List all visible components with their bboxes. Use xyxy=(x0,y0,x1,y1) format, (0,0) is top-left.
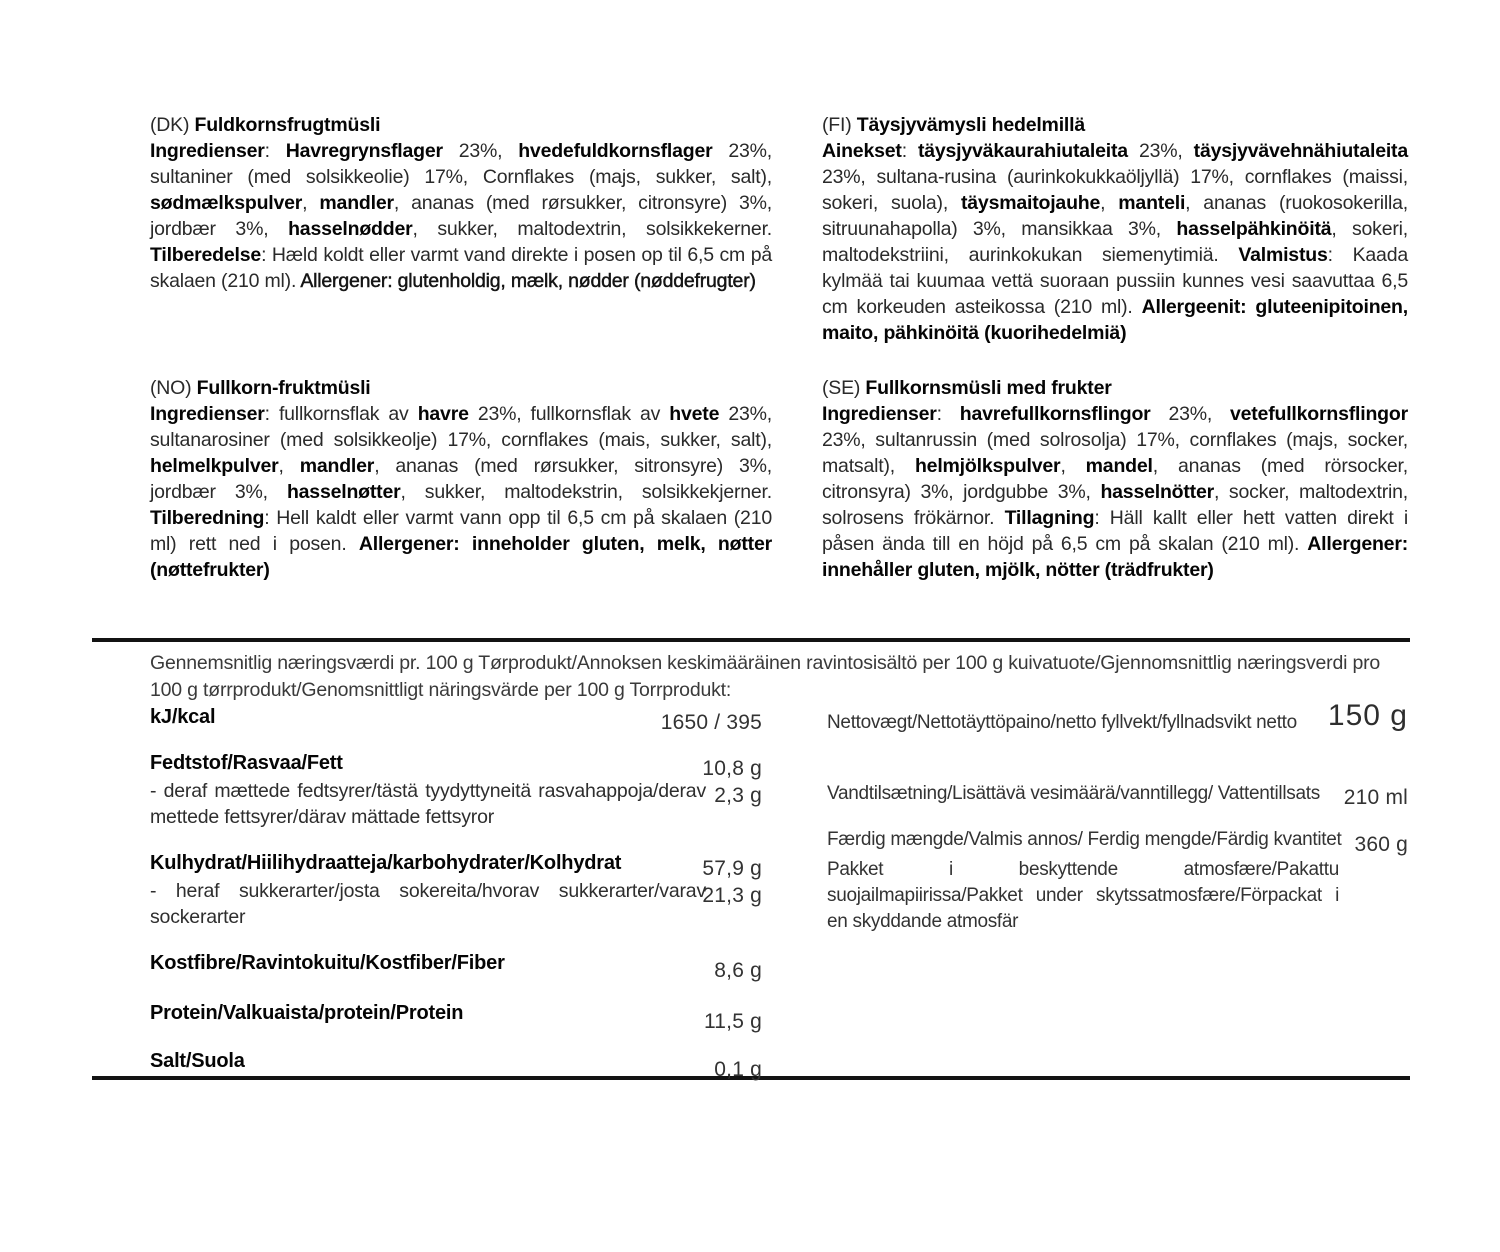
section-fi-ingredients-text: Ainekset: täysjyväkaurahiutaleita 23%, täysjyvävehnähiutaleita 23%, sultana-rusina (aurinkokukkaöljyllä) 17%, cornflakes (maissi, sokeri, suola), täysmaitojauhe, manteli, ananas (ruokosokerilla, sitruunahapolla) 3%, mansikkaa 3%, hasselpähkinöitä, sokeri, maltodekstriini, aurinkokukan siemenytimiä. Valmistus: Kaada kylmää tai kuumaa vettä suoraan pussiin kunnes vesi saavuttaa 6,5 cm korkeuden asteikossa (210 ml). Allergeenit: gluteenipitoinen, maito, pähkinöitä (kuorihedelmiä) xyxy=(822,140,1408,344)
section-dk-title: Fuldkornsfrugtmüsli xyxy=(194,114,381,136)
water-addition-label: Vandtilsætning/Lisättävä vesimäärä/vanntillegg/ Vattentillsats xyxy=(827,783,1320,804)
nutrition-label-carbohydrate: Kulhydrat/Hiilihydraatteja/karbohydrater/Kolhydrat xyxy=(150,852,622,874)
table-top-rule xyxy=(92,638,1410,642)
section-fi-title: Täysjyvämysli hedelmillä xyxy=(856,114,1085,136)
net-weight-label: Nettovægt/Nettotäyttöpaino/netto fyllvekt/fyllnadsvikt netto xyxy=(827,712,1297,733)
section-se-title: Fullkornsmüsli med frukter xyxy=(865,377,1112,399)
section-se xyxy=(822,375,1408,583)
section-fi xyxy=(822,112,1408,346)
nutrition-value-fibre: 8,6 g xyxy=(714,959,762,982)
nutrition-value-energy: 1650 / 395 xyxy=(660,711,762,734)
net-weight-value: 150 g xyxy=(1327,699,1408,732)
nutrition-sublabel-saturates: - deraf mættede fedtsyrer/tästä tyydyttyneitä rasvahappoja/derav mettede fettsyrer/därav mättade fettsyror xyxy=(150,780,706,828)
section-dk-ingredients-text: Ingredienser: Havregrynsflager 23%, hvedefuldkornsflager 23%, sultaniner (med solsikkeolie) 17%, Cornflakes (majs, sukker, salt), sødmælkspulver, mandler, ananas (med rørsukker, citronsyre) 3%, jordbær 3%, hasselnødder, sukker, maltodextrin, solsikkekerner. Tilberedelse: Hæld koldt eller varmt vand direkte i posen op til 6,5 cm på skalaen (210 ml). Allergener: glutenholdig, mælk, nødder (nøddefrugter) xyxy=(150,140,773,292)
section-no-language-code: (NO) xyxy=(150,377,192,399)
section-no xyxy=(150,375,772,583)
finished-quantity-value: 360 g xyxy=(1354,833,1408,856)
section-se-language-code: (SE) xyxy=(822,377,861,399)
nutrition-label-fibre: Kostfibre/Ravintokuitu/Kostfiber/Fiber xyxy=(150,952,505,974)
section-dk-language-code: (DK) xyxy=(150,114,190,136)
nutrition-label-energy: kJ/kcal xyxy=(150,706,216,728)
finished-quantity-label: Færdig mængde/Valmis annos/ Ferdig mengde/Färdig kvantitet xyxy=(827,829,1342,850)
nutrition-value-sugars: 21,3 g xyxy=(702,884,762,907)
section-dk-heading xyxy=(150,112,772,138)
section-fi-language-code: (FI) xyxy=(822,114,852,136)
nutrition-label-salt: Salt/Suola xyxy=(150,1050,245,1072)
section-se-heading xyxy=(822,375,1408,401)
nutrition-value-salt: 0,1 g xyxy=(714,1058,762,1081)
section-no-heading xyxy=(150,375,772,401)
nutrition-value-saturates: 2,3 g xyxy=(714,784,762,807)
nutrition-value-carbohydrate: 57,9 g xyxy=(702,857,762,880)
nutrition-label-fat: Fedtstof/Rasvaa/Fett xyxy=(150,752,343,774)
nutrition-label-protein: Protein/Valkuaista/protein/Protein xyxy=(150,1002,464,1024)
section-no-ingredients-text: Ingredienser: fullkornsflak av havre 23%, fullkornsflak av hvete 23%, sultanarosiner (med solsikkeolje) 17%, cornflakes (mais, sukker, salt), helmelkpulver, mandler, ananas (med rørsukker, sitronsyre) 3%, jordbær 3%, hasselnøtter, sukker, maltodekstrin, solsikkekjerner. Tilberedning: Hell kaldt eller varmt vann opp til 6,5 cm på skalaen (210 ml) rett ned i posen. Allergener: inneholder gluten, melk, nøtter (nøttefrukter) xyxy=(150,403,773,581)
nutrition-table-header: Gennemsnitlig næringsværdi pr. 100 g Tørprodukt/Annoksen keskimääräinen ravintosisältö per 100 g kuivatuote/Gjennomsnittlig næringsverdi pro 100 g tørrprodukt/Genomsnittligt näringsvärde per 100 g Torrprodukt: xyxy=(150,652,1381,701)
water-addition-value: 210 ml xyxy=(1343,786,1408,809)
nutrition-sublabel-sugars: - heraf sukkerarter/josta sokereita/hvorav sukkerarter/varav sockerarter xyxy=(150,880,706,928)
section-dk xyxy=(150,112,772,294)
nutrition-value-protein: 11,5 g xyxy=(703,1010,762,1033)
section-no-title: Fullkorn-fruktmüsli xyxy=(196,377,371,399)
section-se-ingredients-text: Ingredienser: havrefullkornsflingor 23%, vetefullkornsflingor 23%, sultanrussin (med solrosolja) 17%, cornflakes (majs, socker, matsalt), helmjölkspulver, mandel, ananas (med rörsocker, citronsyra) 3%, jordgubbe 3%, hasselnötter, socker, maltodextrin, solrosens frökärnor. Tillagning: Häll kallt eller hett vatten direkt i påsen ända till en höjd på 6,5 cm på skalan (210 ml). Allergener: innehåller gluten, mjölk, nötter (trädfrukter) xyxy=(822,403,1408,581)
nutrition-value-fat: 10,8 g xyxy=(702,757,762,780)
protective-atmosphere-note: Pakket i beskyttende atmosfære/Pakattu suojailmapiirissa/Pakket under skytssatmosfære/Förpackat i en skyddande atmosfär xyxy=(827,859,1339,932)
section-fi-heading xyxy=(822,112,1408,138)
